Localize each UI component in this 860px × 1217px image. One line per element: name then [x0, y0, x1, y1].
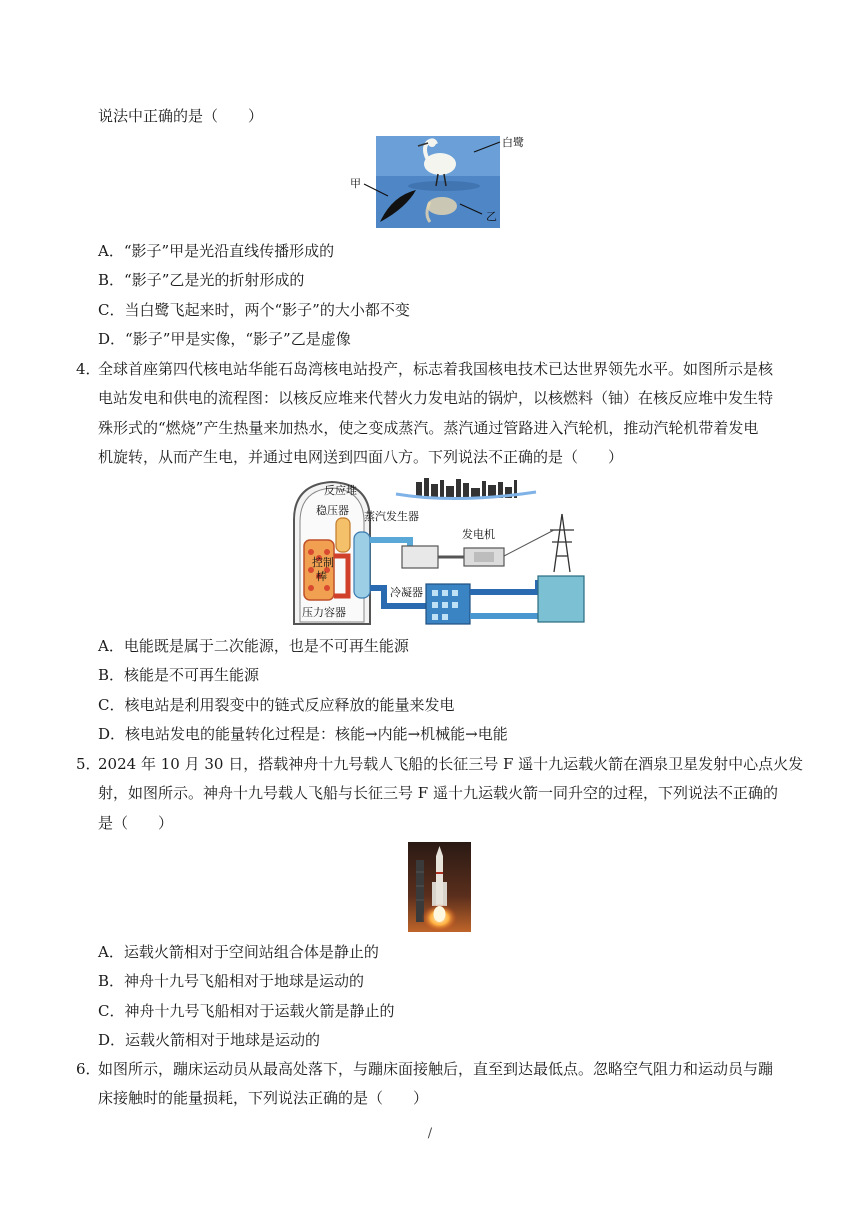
q3-stem-end: 说法中正确的是（ ） [98, 107, 264, 125]
nuclear-plant-diagram [286, 476, 592, 628]
q4-option-b: B．核能是不可再生能源 [98, 666, 260, 684]
label-egret: 白鹭 [502, 136, 524, 149]
label-control-rod-1: 控制 [312, 556, 334, 569]
q4-stem-line-4: 机旋转，从而产生电，并通过电网送到四面八方。下列说法不正确的是（ ） [98, 448, 624, 466]
steam-generator [354, 532, 370, 598]
rocket-launch-illustration [408, 842, 471, 932]
ripple [408, 181, 480, 191]
q3-option-c: C．当白鹭飞起来时，两个“影子”的大小都不变 [98, 301, 410, 319]
label-pressurizer: 稳压器 [316, 504, 349, 517]
q3-option-d: D．“影子”甲是实像，“影子”乙是虚像 [98, 330, 351, 348]
q3-option-b: B．“影子”乙是光的折射形成的 [98, 271, 305, 289]
egret-figure [348, 134, 534, 230]
label-yi: 乙 [486, 210, 497, 223]
cooling-tank [538, 576, 584, 622]
q6-stem-line-1: 如图所示，蹦床运动员从最高处落下，与蹦床面接触后，直至到达最低点。忽略空气阻力和运动员与蹦 [98, 1060, 774, 1078]
q5-number: 5． [76, 755, 101, 773]
q4-option-c: C．核电站是利用裂变中的链式反应释放的能量来发电 [98, 696, 455, 714]
q4-option-d: D．核电站发电的能量转化过程是：核能→内能→机械能→电能 [98, 725, 508, 743]
rocket-body [436, 856, 443, 906]
q5-stem-line-3: 是（ ） [98, 814, 174, 832]
label-jia: 甲 [350, 177, 361, 190]
label-steam-generator: 蒸汽发生器 [364, 510, 419, 523]
egret-illustration [348, 134, 534, 230]
q5-option-c: C．神舟十九号飞船相对于运载火箭是静止的 [98, 1002, 395, 1020]
q5-option-d: D．运载火箭相对于地球是运动的 [98, 1031, 321, 1049]
q5-stem-line-1: 2024 年 10 月 30 日，搭载神舟十九号载人飞船的长征三号 F 遥十九运载火箭在酒泉卫星发射中心点火发 [98, 755, 804, 773]
label-control-rod-2: 棒 [316, 570, 327, 583]
q4-option-a: A．电能既是属于二次能源，也是不可再生能源 [98, 637, 409, 655]
label-generator: 发电机 [462, 528, 495, 541]
page-footer: / [427, 1126, 433, 1141]
q4-stem-line-2: 电站发电和供电的流程图：以核反应堆来代替火力发电站的锅炉，以核燃料（铀）在核反应堆中发生特 [98, 389, 774, 407]
q4-stem-line-1: 全球首座第四代核电站华能石岛湾核电站投产，标志着我国核电技术已达世界领先水平。如图所示是核 [98, 360, 774, 378]
q4-number: 4． [76, 360, 101, 378]
label-reactor: 反应堆 [324, 484, 357, 497]
turbine [402, 546, 438, 568]
egret-body [424, 153, 456, 175]
label-condenser: 冷凝器 [390, 586, 423, 599]
nuclear-plant-illustration [286, 476, 592, 628]
q5-option-b: B．神舟十九号飞船相对于地球是运动的 [98, 972, 365, 990]
q5-option-a: A．运载火箭相对于空间站组合体是静止的 [98, 943, 379, 961]
q3-option-a: A．“影子”甲是光沿直线传播形成的 [98, 242, 335, 260]
label-pressure-vessel: 压力容器 [302, 606, 346, 619]
q5-stem-line-2: 射，如图所示。神舟十九号载人飞船与长征三号 F 遥十九运载火箭一同升空的过程，下列说法不正确的 [98, 784, 778, 802]
q6-number: 6． [76, 1060, 101, 1078]
pressurizer [336, 518, 350, 552]
rocket-launch-photo [408, 842, 471, 932]
q6-stem-line-2: 床接触时的能量损耗，下列说法正确的是（ ） [98, 1089, 429, 1107]
egret-head [428, 139, 436, 147]
q4-stem-line-3: 殊形式的“燃烧”产生热量来加热水，使之变成蒸汽。蒸汽通过管路进入汽轮机，推动汽轮机带着发电 [98, 419, 759, 437]
reflection-yi [427, 197, 457, 215]
launch-tower [416, 860, 424, 922]
